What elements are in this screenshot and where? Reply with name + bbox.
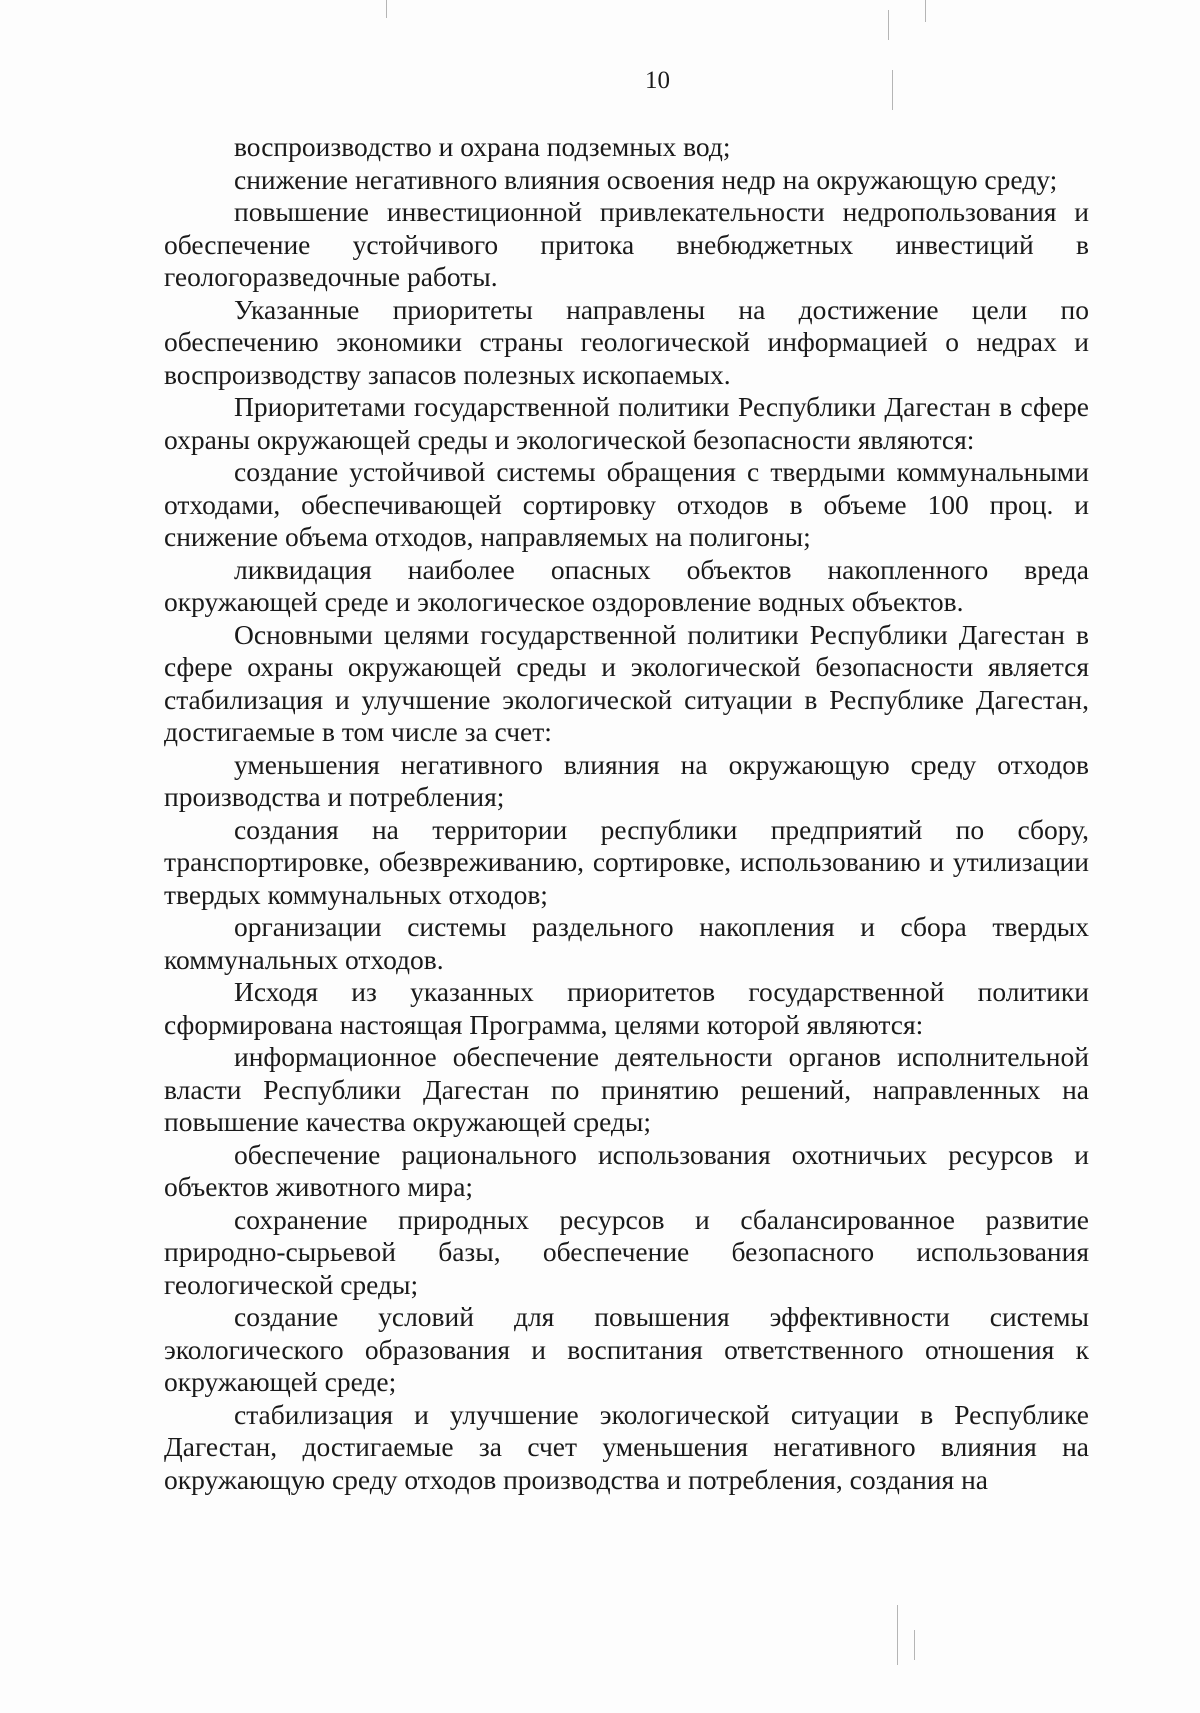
paragraph: обеспечение рационального использования охотничьих ресурсов и объектов животного мира; (164, 1138, 1089, 1202)
paragraph: Исходя из указанных приоритетов государственной политики сформирована настоящая Программа, целями которой являются: (164, 976, 1089, 1040)
scan-mark (386, 0, 387, 18)
page-number: 10 (645, 67, 670, 94)
paragraph: воспроизводство и охрана подземных вод; (234, 131, 731, 162)
paragraph: снижение негативного влияния освоения недр на окружающую среду; (234, 163, 1058, 195)
paragraph: ликвидация наиболее опасных объектов накопленного вреда окружающей среде и экологическое оздоровление водных объектов. (164, 553, 1089, 617)
scan-mark (888, 10, 889, 40)
paragraph: создание условий для повышения эффективности системы экологического образования и воспитания ответственного отношения к окружающей среде; (164, 1301, 1089, 1397)
paragraph: сохранение природных ресурсов и сбалансированное развитие природно-сырьевой базы, обеспечение безопасного использования геологической среды; (164, 1203, 1089, 1300)
paragraph: информационное обеспечение деятельности органов исполнительной власти Республики Дагестан по принятию решений, направленных на повышение качества окружающей среды; (164, 1041, 1089, 1137)
paragraph: уменьшения негативного влияния на окружающую среду отходов производства и потребления; (164, 748, 1089, 812)
scan-mark (914, 1630, 915, 1660)
paragraph: создания на территории республики предприятий по сбору, транспортировке, обезвреживанию, сортировке, использованию и утилизации твердых коммунальных отходов; (164, 813, 1089, 910)
body-text (164, 131, 1089, 1496)
paragraph: Приоритетами государственной политики Республики Дагестан в сфере охраны окружающей среды и экологической безопасности являются: (164, 391, 1089, 455)
paragraph: стабилизация и улучшение экологической ситуации в Республике Дагестан, достигаемые за счет уменьшения негативного влияния на окружающую среду отходов производства и потребления, создания на (164, 1398, 1089, 1495)
paragraph: Указанные приоритеты направлены на достижение цели по обеспечению экономики страны геологической информацией о недрах и воспроизводству запасов полезных ископаемых. (164, 293, 1089, 390)
paragraph: Основными целями государственной политики Республики Дагестан в сфере охраны окружающей среды и экологической безопасности является стабилизация и улучшение экологической ситуации в Республике Дагестан, достигаемые в том числе за счет: (164, 618, 1089, 747)
scan-mark (925, 0, 926, 22)
paragraph: создание устойчивой системы обращения с твердыми коммунальными отходами, обеспечивающей сортировку отходов в объеме 100 проц. и снижение объема отходов, направляемых на полигоны; (164, 456, 1089, 552)
paragraph: повышение инвестиционной привлекательности недропользования и обеспечение устойчивого притока внебюджетных инвестиций в геологоразведочные работы. (164, 196, 1089, 292)
paragraph: организации системы раздельного накопления и сбора твердых коммунальных отходов. (164, 911, 1089, 975)
scan-mark (897, 1605, 898, 1665)
